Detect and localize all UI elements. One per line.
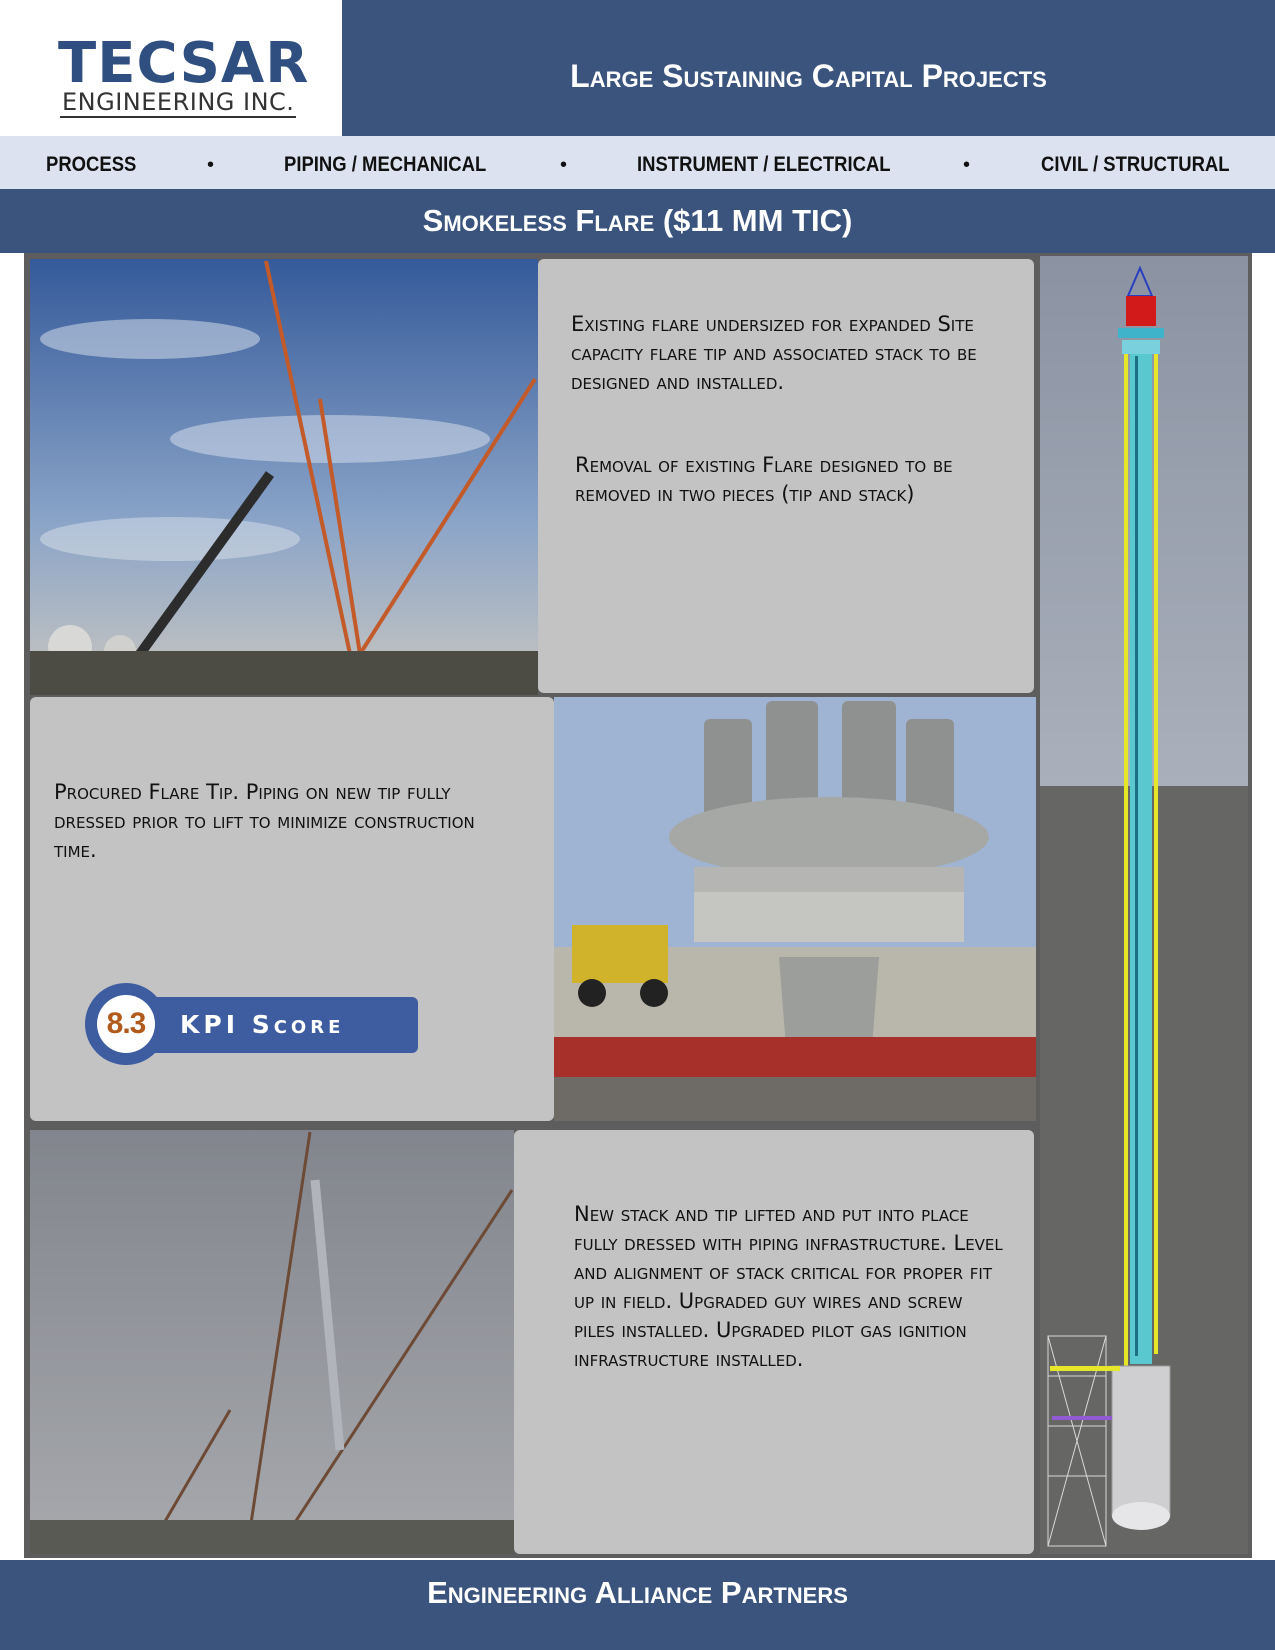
stack-lift-illustration (30, 1130, 514, 1554)
separator-dot: • (963, 154, 971, 176)
procurement-text: Procured Flare Tip. Piping on new tip fully dressed prior to lift to minimize construction time. (54, 780, 475, 862)
footer-title: Engineering Alliance Partners (427, 1575, 848, 1610)
crane-removal-photo (30, 259, 538, 695)
page-title: Large Sustaining Capital Projects (570, 58, 1047, 94)
discipline-piping-mechanical: PIPING / MECHANICAL (284, 153, 487, 176)
discipline-instrument-electrical: INSTRUMENT / ELECTRICAL (637, 153, 891, 176)
installation-text: New stack and tip lifted and put into place fully dressed with piping infrastructure. Level and alignment of stack critical for proper fit up in field. Upgraded guy wires and screw piles installed. Upgraded pilot gas ignition infrastructure installed. (574, 1202, 1003, 1371)
flare-stack-illustration (1040, 256, 1248, 1554)
separator-dot: • (207, 154, 215, 176)
separator-dot: • (560, 154, 568, 176)
scope-text-2: Removal of existing Flare designed to be removed in two pieces (tip and stack) (575, 453, 953, 506)
company-logo: TECSAR (58, 31, 310, 96)
discipline-civil-structural: CIVIL / STRUCTURAL (1041, 153, 1230, 176)
scope-text-1: Existing flare undersized for expanded Site capacity flare tip and associated stack to be designed and installed. (571, 312, 977, 394)
stack-lift-photo (30, 1130, 514, 1554)
flare-tip-illustration (554, 697, 1036, 1121)
discipline-process: PROCESS (46, 153, 137, 176)
kpi-score-value: 8.3 (106, 1007, 146, 1040)
crane-removal-illustration (30, 259, 538, 695)
flare-stack-model-image (1040, 256, 1248, 1554)
project-title: Smokeless Flare ($11 MM TIC) (422, 203, 853, 238)
flare-tip-photo (554, 697, 1036, 1121)
company-logo-subtitle: ENGINEERING INC. (62, 88, 295, 116)
kpi-score-label: KPI Score (180, 1010, 345, 1039)
